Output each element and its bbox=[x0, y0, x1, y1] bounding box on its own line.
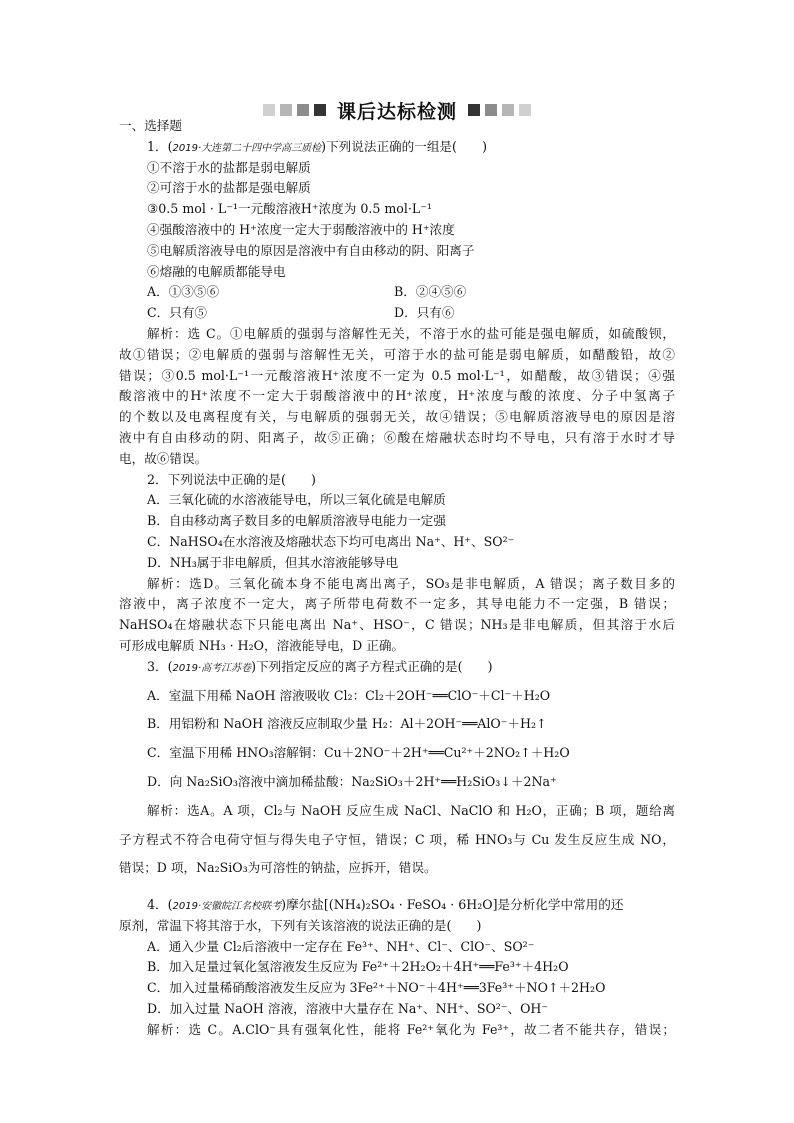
analysis-line: 故①错误；②电解质的强弱与溶解性无关，可溶于水的盐可能是弱电解质，如醋酸铅，故② bbox=[119, 346, 675, 362]
decor-square-icon bbox=[502, 104, 514, 116]
statement-item: ②可溶于水的盐都是强电解质 bbox=[147, 180, 311, 196]
option-d: D．向 Na₂SiO₃溶液中滴加稀盐酸：Na₂SiO₃＋2H⁺══H₂SiO₃↓＋2Na⁺ bbox=[147, 773, 557, 789]
decor-square-icon bbox=[519, 104, 531, 116]
options-row bbox=[119, 303, 675, 324]
analysis-line: 可形成电解质 NH₃ · H₂O，溶液能导电，D 正确。 bbox=[119, 637, 405, 653]
option-b: B．自由移动离子数目多的电解质溶液导电能力一定强 bbox=[147, 513, 446, 529]
option-d: D．只有⑥ bbox=[394, 305, 455, 321]
analysis-line: 的个数以及电离程度有关，与电解质的强弱无关，故④错误；⑤电解质溶液导电的原因是溶 bbox=[119, 409, 675, 425]
decor-square-icon bbox=[297, 104, 309, 116]
option-b: B．②④⑤⑥ bbox=[394, 284, 467, 300]
analysis-line: 溶液中，离子浓度不一定大，离子所带电荷数不一定多，其导电能力不一定强，B 错误； bbox=[119, 596, 675, 612]
analysis-line: 解析：选D。三氧化硫本身不能电离出离子，SO₃是非电解质，A 错误；离子数目多的 bbox=[147, 575, 675, 591]
question-source: 2019·安徽皖江名校联考 bbox=[172, 901, 282, 913]
document-body bbox=[119, 116, 675, 1041]
option-c: C．只有⑤ bbox=[147, 305, 208, 321]
statement-item: ③0.5 mol · L⁻¹一元酸溶液H⁺浓度为 0.5 mol·L⁻¹ bbox=[147, 201, 432, 217]
option-c: C．NaHSO₄在水溶液及熔融状态下均可电离出 Na⁺、H⁺、SO²⁻ bbox=[147, 533, 515, 549]
option-b: B．加入足量过氧化氢溶液发生反应为 Fe²⁺＋2H₂O₂＋4H⁺══Fe³⁺＋4H₂O bbox=[147, 959, 569, 975]
decor-square-icon bbox=[485, 104, 497, 116]
analysis-line: 子方程式不符合电荷守恒与得失电子守恒，错误；C 项，稀 HNO₃与 Cu 发生反应生成 NO， bbox=[119, 831, 675, 847]
question-4-stem-continued: 原剂，常温下将其溶于水，下列有关该溶液的说法正确的是( ) bbox=[119, 917, 482, 933]
analysis-line: 错误；③0.5 mol·L⁻¹一元酸溶液H⁺浓度不一定为 0.5 mol·L⁻¹，如醋酸，故③错误；④强 bbox=[119, 367, 675, 383]
page-title: 课后达标检测 bbox=[336, 100, 457, 123]
statement-item: ①不溶于水的盐都是弱电解质 bbox=[147, 159, 311, 175]
decor-square-icon bbox=[468, 104, 480, 116]
question-1-stem: 1．(2019·大连第二十四中学高三质检)下列说法正确的一组是( ) bbox=[147, 138, 488, 154]
question-3-stem: 3．(2019·高考江苏卷)下列指定反应的离子方程式正确的是( ) bbox=[147, 658, 493, 674]
question-source: 2019·高考江苏卷 bbox=[172, 662, 252, 674]
statement-item: ⑤电解质溶液导电的原因是溶液中有自由移动的阴、阳离子 bbox=[147, 242, 475, 258]
analysis-line: 液中有自由移动的阴、阳离子，故⑤正确；⑥酸在熔融状态时均不导电，只有溶于水时才导 bbox=[119, 429, 675, 445]
analysis-line: 酸溶液中的H⁺浓度不一定大于弱酸溶液中的H⁺浓度，H⁺浓度与酸的浓度、分子中氢离子 bbox=[119, 388, 675, 404]
question-4-stem: 4．(2019·安徽皖江名校联考)摩尔盐[(NH₄)₂SO₄ · FeSO₄ · 6H₂O]是分析化学中常用的还 bbox=[147, 897, 624, 913]
analysis-line: 解析：选 C。A.ClO⁻具有强氧化性，能将 Fe²⁺氧化为 Fe³⁺，故二者不能共存，错误； bbox=[147, 1021, 675, 1037]
option-c: C．加入过量稀硝酸溶液发生反应为 3Fe²⁺＋NO⁻＋4H⁺══3Fe³⁺＋NO↑＋2H₂O bbox=[147, 980, 606, 996]
question-2-stem: 2．下列说法中正确的是( ) bbox=[147, 471, 316, 487]
option-a: A．通入少量 Cl₂后溶液中一定存在 Fe³⁺、NH⁺、Cl⁻、ClO⁻、SO²⁻ bbox=[147, 938, 535, 954]
decor-square-icon bbox=[314, 104, 326, 116]
option-a: A．室温下用稀 NaOH 溶液吸收 Cl₂：Cl₂＋2OH⁻══ClO⁻＋Cl⁻＋H₂O bbox=[147, 687, 551, 703]
decor-square-icon bbox=[280, 104, 292, 116]
analysis-line: NaHSO₄在熔融状态下只能电离出 Na⁺、HSO⁻，C 错误；NH₃是非电解质，但其溶于水后 bbox=[119, 617, 675, 633]
section-heading: 一、选择题 bbox=[119, 118, 182, 133]
option-c: C．室温下用稀 HNO₃溶解铜：Cu＋2NO⁻＋2H⁺══Cu²⁺＋2NO₂↑＋H₂O bbox=[147, 745, 570, 761]
option-d: D．加入过量 NaOH 溶液，溶液中大量存在 Na⁺、NH⁺、SO²⁻、OH⁻ bbox=[147, 1001, 549, 1017]
statement-item: ④强酸溶液中的 H⁺浓度一定大于弱酸溶液中的 H⁺浓度 bbox=[147, 221, 455, 237]
decor-square-icon bbox=[263, 104, 275, 116]
options-row bbox=[119, 282, 675, 303]
analysis-line: 电，故⑥错误。 bbox=[119, 450, 208, 466]
question-source: 2019·大连第二十四中学高三质检 bbox=[172, 142, 322, 154]
option-d: D．NH₃属于非电解质，但其水溶液能够导电 bbox=[147, 554, 399, 570]
option-a: A．①③⑤⑥ bbox=[147, 284, 220, 300]
statement-item: ⑥熔融的电解质都能导电 bbox=[147, 263, 286, 279]
analysis-line: 解析：选 C。①电解质的强弱与溶解性无关，不溶于水的盐可能是强电解质，如硫酸钡， bbox=[147, 325, 675, 341]
option-a: A．三氧化硫的水溶液能导电，所以三氧化硫是电解质 bbox=[147, 492, 446, 508]
analysis-line: 错误；D 项，Na₂SiO₃为可溶性的钠盐，应拆开，错误。 bbox=[119, 860, 437, 876]
analysis-line: 解析：选A。A 项，Cl₂与 NaOH 反应生成 NaCl、NaClO 和 H₂O，正确；B 项，题给离 bbox=[147, 802, 675, 818]
option-b: B．用铝粉和 NaOH 溶液反应制取少量 H₂：Al＋2OH⁻══AlO⁻＋H₂↑ bbox=[147, 716, 547, 732]
